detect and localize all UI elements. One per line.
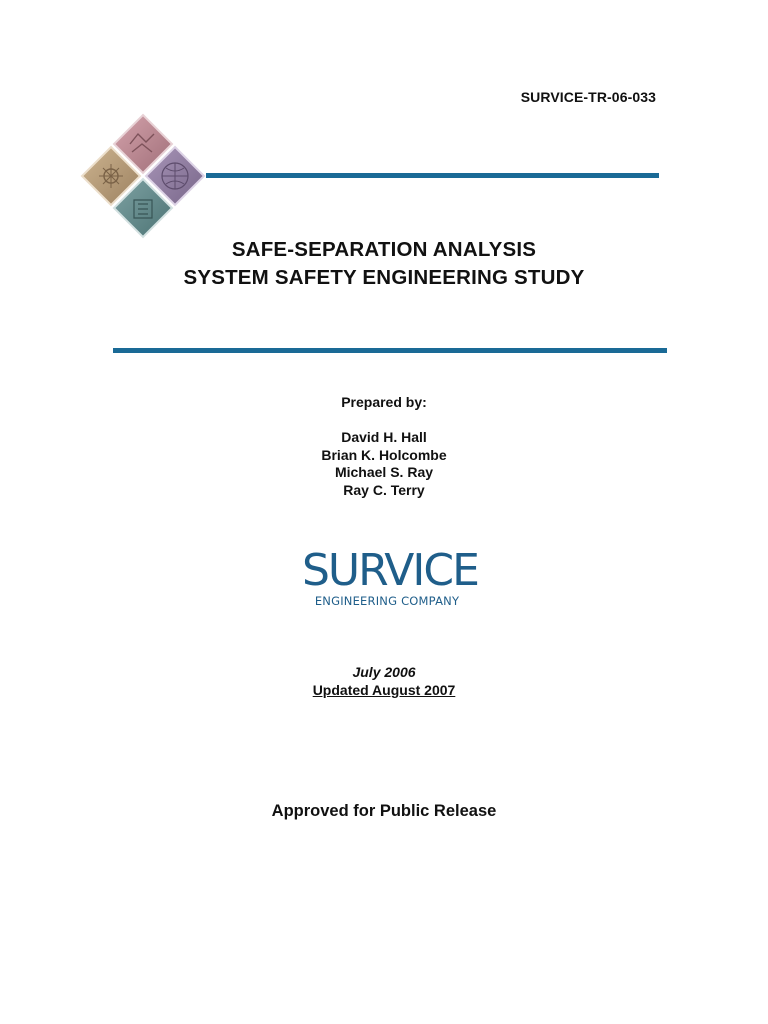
- bottom-rule: [113, 348, 667, 353]
- decorative-diamond-emblem: [78, 112, 208, 242]
- author-name: Brian K. Holcombe: [321, 446, 447, 463]
- author-name: Michael S. Ray: [334, 464, 434, 480]
- title-line-2: SYSTEM SAFETY ENGINEERING STUDY: [183, 266, 585, 289]
- company-logo: [302, 545, 478, 618]
- author-name: Ray C. Terry: [343, 481, 425, 498]
- prepared-by-label: Prepared by:: [341, 394, 427, 410]
- document-title: [0, 236, 768, 292]
- original-date: July 2006: [352, 664, 416, 680]
- date-block: [0, 663, 768, 699]
- updated-date: Updated August 2007: [312, 682, 456, 698]
- title-line-1: SAFE-SEPARATION ANALYSIS: [231, 238, 537, 261]
- release-statement: Approved for Public Release: [271, 802, 497, 820]
- author-name: David H. Hall: [341, 429, 427, 445]
- top-rule: [206, 173, 659, 178]
- company-logo-subtitle: ENGINEERING COMPANY: [314, 594, 460, 608]
- author-list: [0, 429, 768, 499]
- report-number: SURVICE-TR-06-033: [520, 89, 656, 105]
- company-logo-wordmark: SURVICE: [302, 545, 478, 596]
